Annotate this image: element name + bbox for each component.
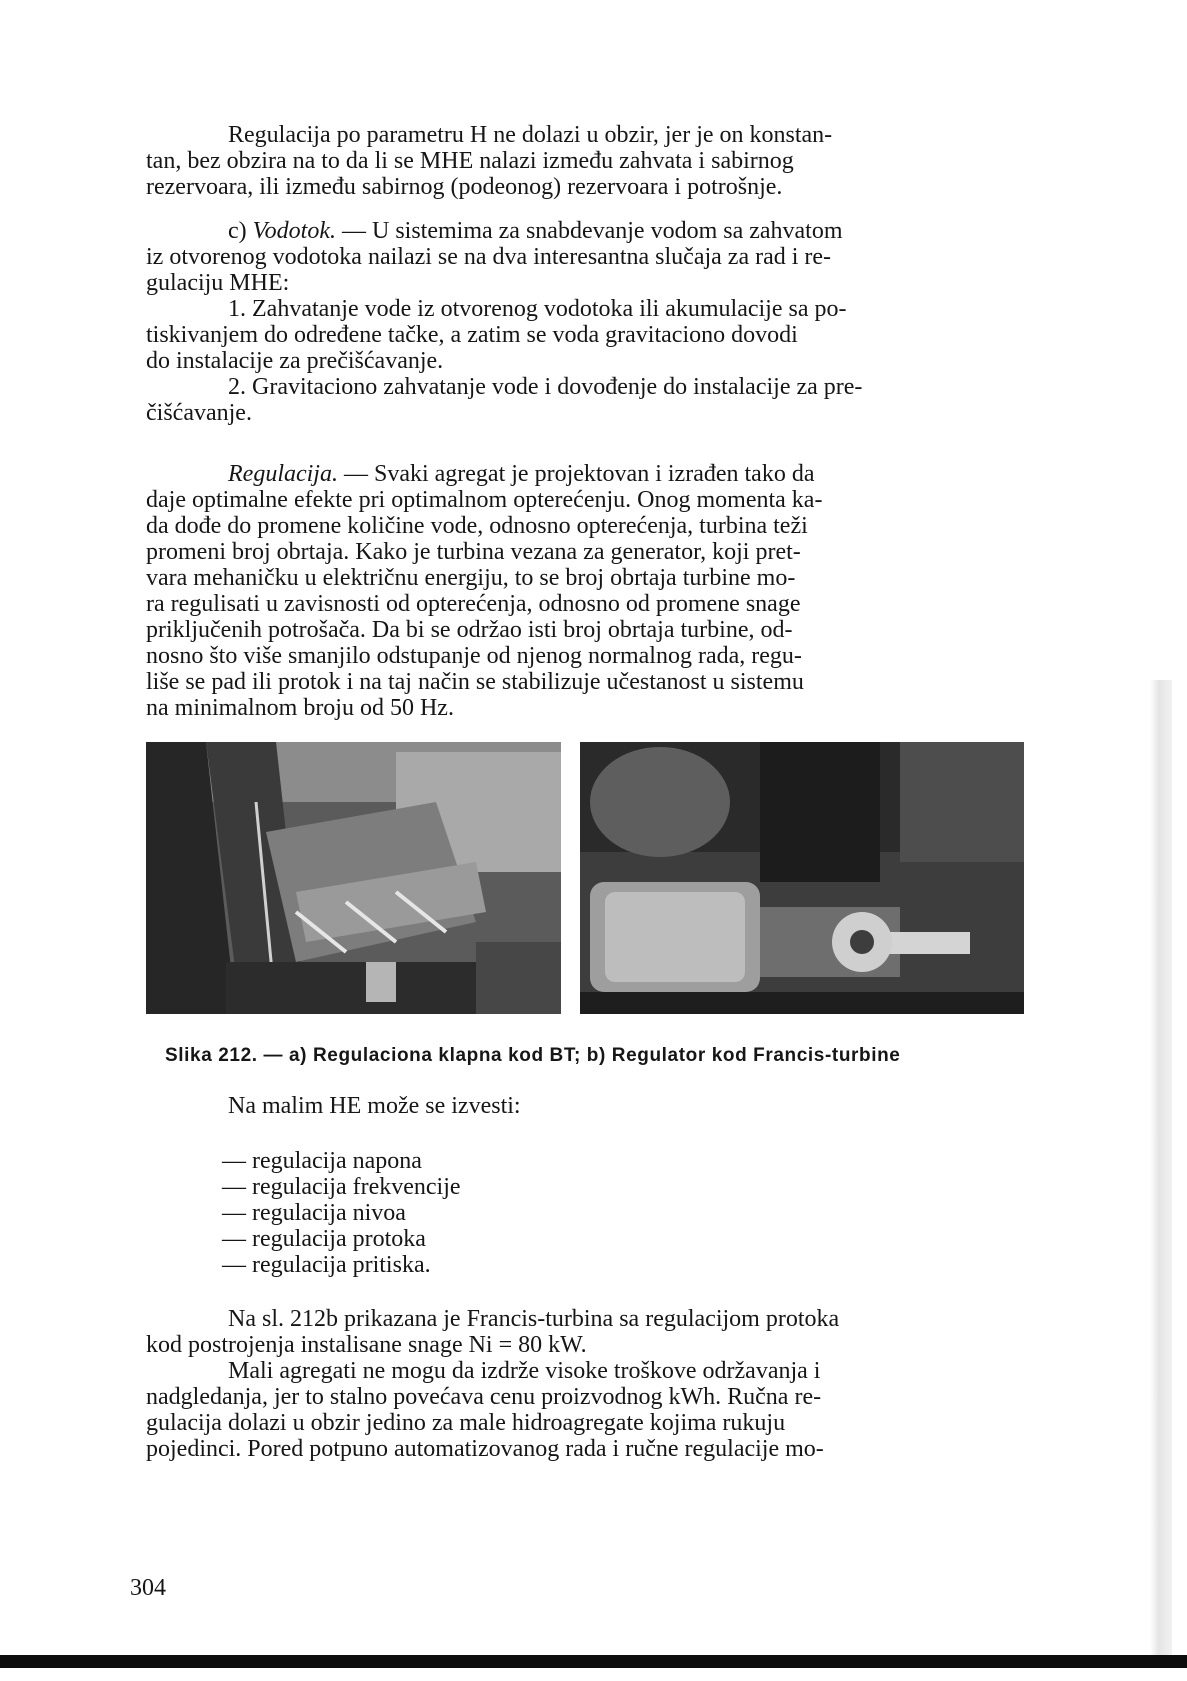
text-line: Na sl. 212b prikazana je Francis-turbina sa regulacijom protoka — [228, 1306, 840, 1332]
list-item: — regulacija pritiska. — [222, 1252, 431, 1278]
paragraph-regulation-h — [146, 122, 1024, 200]
section-heading: Vodotok. — [252, 218, 336, 244]
text-fragment: — U sistemima za snabdevanje vodom sa zahvatom — [341, 218, 843, 244]
text-line: rezervoara, ili između sabirnog (podeonog) rezervoara i potrošnje. — [146, 174, 783, 200]
paragraph-case-2 — [146, 374, 1024, 426]
section-label-prefix: c) — [228, 218, 247, 244]
text-line: ra regulisati u zavisnosti od opterećenja, odnosno od promene snage — [146, 591, 801, 617]
text-line: daje optimalne efekte pri optimalnom opterećenju. Onog momenta ka- — [146, 487, 823, 513]
list-intro: Na malim HE može se izvesti: — [228, 1093, 521, 1119]
paragraph-figure-reference — [146, 1306, 1024, 1358]
list-item: — regulacija napona — [222, 1148, 422, 1174]
scan-edge-shadow — [1150, 680, 1172, 1655]
list-item: — regulacija nivoa — [222, 1200, 406, 1226]
scan-bottom-border — [0, 1655, 1187, 1668]
photo-francis-regulator-drawing — [580, 742, 1024, 1014]
figure-caption: Slika 212. — a) Regulaciona klapna kod BT; b) Regulator kod Francis-turbine — [165, 1045, 901, 1066]
text-line: 2. Gravitaciono zahvatanje vode i dovođenje do instalacije za pre- — [228, 374, 863, 400]
photo-regulating-flap-drawing — [146, 742, 561, 1014]
text-line: pojedinci. Pored potpuno automatizovanog rada i ručne regulacije mo- — [146, 1436, 824, 1462]
list-item: — regulacija frekvencije — [222, 1174, 461, 1200]
text-fragment: — Svaki agregat je projektovan i izrađen tako da — [343, 461, 815, 487]
text-line: priključenih potrošača. Da bi se održao isti broj obrtaja turbine, od- — [146, 617, 793, 643]
text-line: Mali agregati ne mogu da izdrže visoke troškove održavanja i — [228, 1358, 821, 1384]
text-line — [146, 461, 1024, 487]
text-line — [146, 218, 1024, 244]
text-line: tan, bez obzira na to da li se MHE nalazi između zahvata i sabirnog — [146, 148, 794, 174]
text-line: da dođe do promene količine vode, odnosno opterećenja, turbina teži — [146, 513, 808, 539]
text-line: nadgledanja, jer to stalno povećava cenu proizvodnog kWh. Ručna re- — [146, 1384, 822, 1410]
section-heading: Regulacija. — [228, 461, 338, 487]
photo-regulating-flap — [146, 742, 561, 1014]
text-line: 1. Zahvatanje vode iz otvorenog vodotoka ili akumulacije sa po- — [228, 296, 847, 322]
text-line: vara mehaničku u električnu energiju, to se broj obrtaja turbine mo- — [146, 565, 796, 591]
text-line: kod postrojenja instalisane snage Ni = 80 kW. — [146, 1332, 587, 1358]
photo-francis-regulator — [580, 742, 1024, 1014]
text-line: gulacija dolazi u obzir jedino za male hidroagregate kojima rukuju — [146, 1410, 786, 1436]
list-item: — regulacija protoka — [222, 1226, 426, 1252]
text-line: Regulacija po parametru H ne dolazi u obzir, jer je on konstan- — [228, 122, 833, 148]
text-line: tiskivanjem do određene tačke, a zatim se voda gravitaciono dovodi — [146, 322, 798, 348]
text-line: liše se pad ili protok i na taj način se stabilizuje učestanost u sistemu — [146, 669, 804, 695]
paragraph-small-units — [146, 1358, 1024, 1462]
text-line: nosno što više smanjilo odstupanje od njenog normalnog rada, regu- — [146, 643, 802, 669]
paragraph-regulacija — [146, 461, 1024, 721]
text-line: promeni broj obrtaja. Kako je turbina vezana za generator, koji pret- — [146, 539, 801, 565]
paragraph-vodotok — [146, 218, 1024, 296]
text-line: gulaciju MHE: — [146, 270, 290, 296]
text-line: iz otvorenog vodotoka nailazi se na dva interesantna slučaja za rad i re- — [146, 244, 832, 270]
regulation-list — [222, 1148, 461, 1278]
paragraph-case-1 — [146, 296, 1024, 374]
text-line: na minimalnom broju od 50 Hz. — [146, 695, 454, 721]
page-number: 304 — [130, 1575, 166, 1601]
text-line: do instalacije za prečišćavanje. — [146, 348, 444, 374]
text-line: čišćavanje. — [146, 400, 252, 426]
